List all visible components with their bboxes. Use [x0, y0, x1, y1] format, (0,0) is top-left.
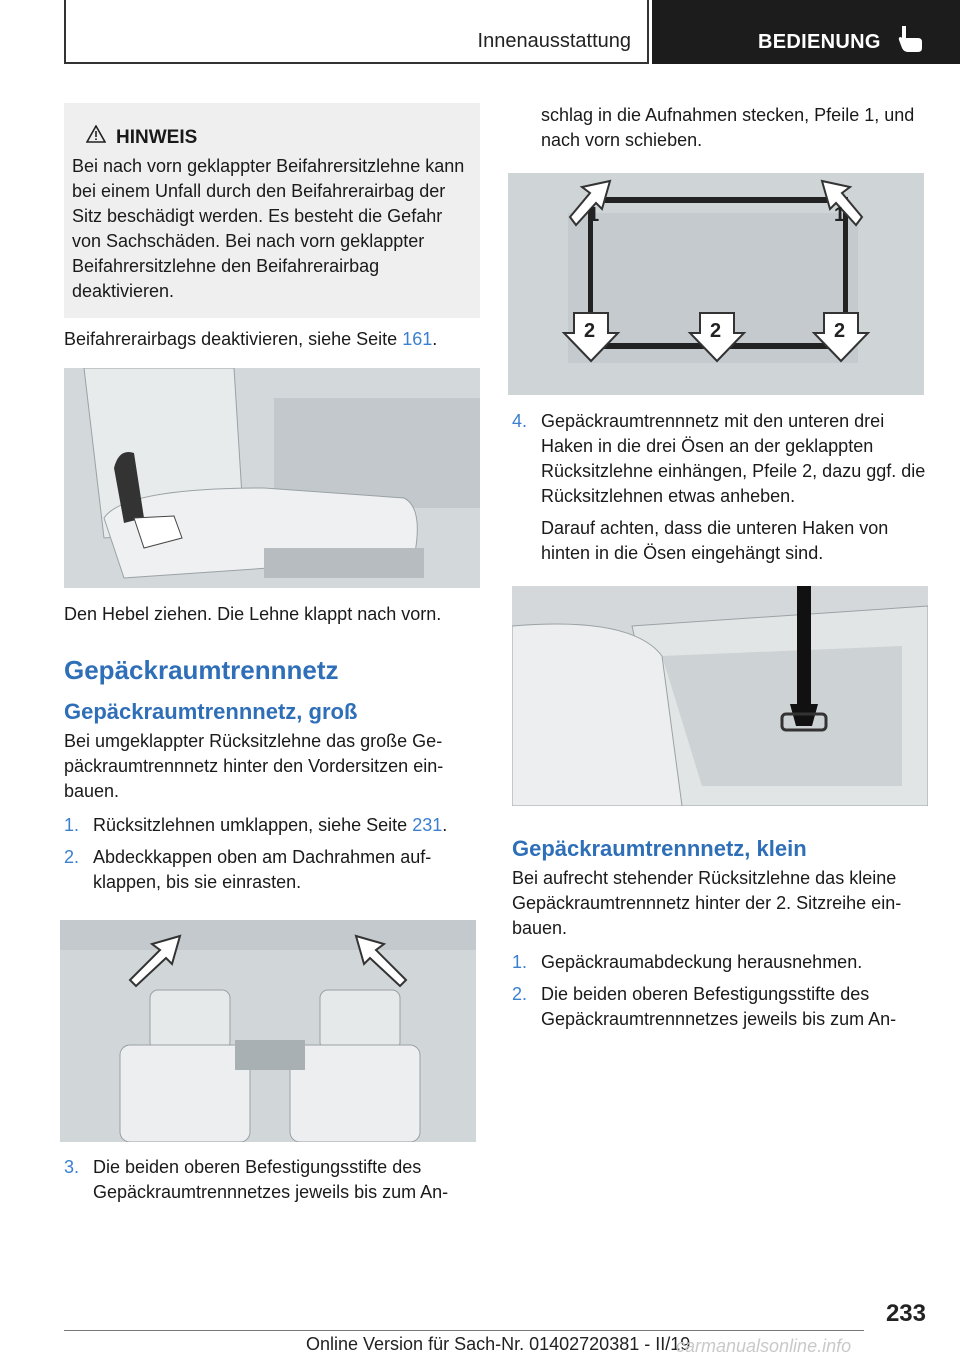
warning-note — [64, 103, 480, 318]
arrow-label-1: 1 — [834, 204, 846, 226]
pointing-hand-icon — [896, 24, 924, 59]
arrow-label-2: 2 — [710, 320, 722, 342]
large-intro: Bei umgeklappter Rücksitzlehne das große Gepäckraumtrennnetz hinter den Vordersitzen einbauen. — [64, 731, 444, 801]
warning-triangle-icon — [86, 125, 106, 150]
list-item: 2. Abdeckkappen oben am Dachrahmen aufklappen, bis sie einrasten. — [64, 847, 432, 892]
header-section-frame — [64, 0, 649, 64]
subheading-small: Gepäckraumtrennnetz, klein — [512, 836, 807, 861]
header-chapter-tab — [652, 0, 960, 64]
left-column — [64, 103, 480, 1205]
list-item: 1. Gepäckraumabdeckung herausnehmen. — [512, 952, 863, 972]
list-item: 2. Die beiden oberen Befestigungsstifte des Gepäckraumtrennnetzes jeweils bis zum An- — [512, 984, 897, 1029]
hook-detail-illustration — [512, 586, 928, 806]
subheading-large: Gepäckraumtrennnetz, groß — [64, 699, 358, 724]
arrow-label-1: 1 — [588, 204, 600, 226]
arrow-label-2: 2 — [584, 320, 596, 342]
page-number: 233 — [885, 1300, 926, 1327]
net-mounting-illustration — [508, 173, 924, 395]
lever-caption: Den Hebel ziehen. Die Lehne klappt nach vorn. — [64, 604, 442, 624]
step3-continuation: schlag in die Aufnahmen stecken, Pfeile 1, und nach vorn schieben. — [541, 105, 915, 150]
list-item: 3. Die beiden oberen Befestigungsstifte des Gepäckraumtrennnetzes jeweils bis zum An- — [64, 1157, 449, 1202]
roof-caps-illustration — [60, 920, 476, 1142]
arrow-label-2: 2 — [834, 320, 846, 342]
small-intro: Bei aufrecht stehender Rücksitzlehne das kleine Gepäckraumtrennnetz hinter der 2. Sitzreihe einbauen. — [512, 868, 902, 938]
section-heading: Gepäckraumtrennnetz — [64, 655, 339, 685]
header-chapter-label: BEDIENUNG — [758, 31, 881, 53]
list-item: 4. Gepäckraumtrennnetz mit den unteren drei Haken in die drei Ösen an der geklappten Rücksitzlehne einhängen, Pfeile 2, dazu ggf. die Rücksitzlehnen etwas anheben. — [512, 411, 926, 506]
warning-text: Bei nach vorn geklappter Beifahrersitzlehne kann bei einem Unfall durch den Beifahrerairbag der Sitz beschädigt werden. Es besteht die Gefahr von Sachschäden. Bei nach vorn geklappter Beifahrersitzlehne den Beifahrerairbag deaktivieren. — [72, 156, 465, 301]
list-item: 1. Rücksitzlehnen umklappen, siehe Seite 231. — [64, 815, 448, 835]
watermark: carmanualsonline.info — [676, 1336, 852, 1356]
seat-lever-illustration — [64, 368, 480, 588]
footer-version: Online Version für Sach-Nr. 01402720381 - II/19 — [306, 1334, 691, 1354]
step4-note: Darauf achten, dass die unteren Haken von hinten in die Ösen eingehängt sind. — [541, 518, 889, 563]
warning-title: HINWEIS — [116, 127, 198, 148]
footer-divider — [64, 1330, 864, 1331]
header-section-title: Innenausstattung — [477, 30, 631, 52]
right-column — [512, 103, 928, 1032]
page-link-161[interactable]: 161 — [402, 329, 433, 349]
airbag-reference: Beifahrerairbags deaktivieren, siehe Seite 161. — [64, 329, 438, 349]
page-link-231[interactable]: 231 — [412, 815, 443, 835]
